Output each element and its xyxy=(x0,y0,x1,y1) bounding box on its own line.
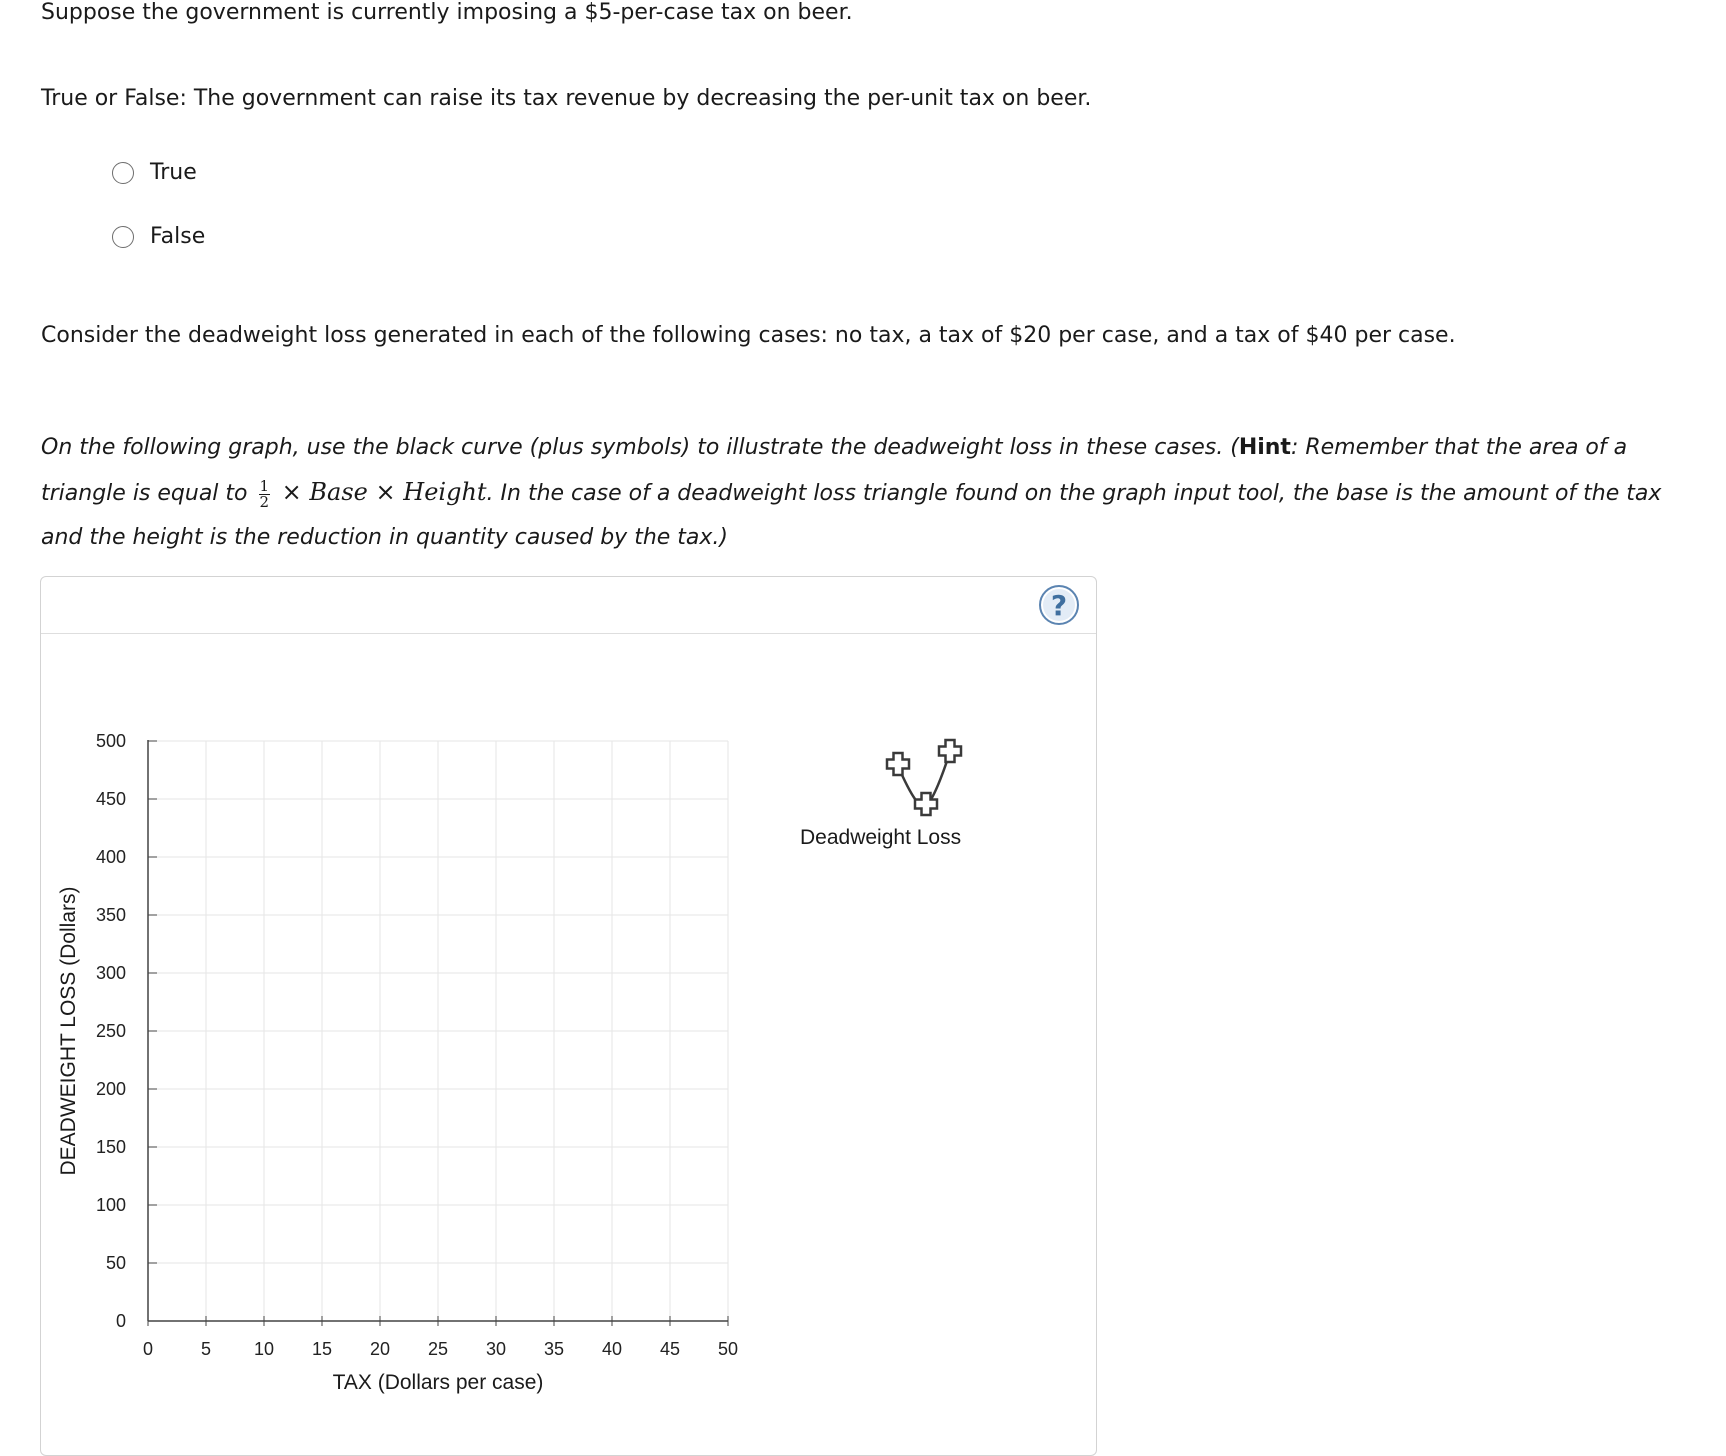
x-tick-label: 45 xyxy=(659,1339,681,1359)
option-false-label: False xyxy=(150,224,206,249)
times-sign: × xyxy=(274,478,310,506)
help-icon: ? xyxy=(1050,588,1068,622)
y-tick-label: 100 xyxy=(95,1195,126,1215)
y-tick-label: 200 xyxy=(95,1079,126,1099)
x-tick-label: 5 xyxy=(200,1339,212,1359)
x-tick-label: 0 xyxy=(142,1339,154,1359)
x-tick-label: 40 xyxy=(601,1339,623,1359)
x-tick-label: 10 xyxy=(253,1339,275,1359)
fraction-numerator: 1 xyxy=(259,476,270,495)
x-tick-label: 20 xyxy=(369,1339,391,1359)
y-tick-label: 250 xyxy=(95,1021,126,1041)
x-tick-label: 25 xyxy=(427,1339,449,1359)
height-var: Height xyxy=(403,478,487,506)
x-tick-label: 50 xyxy=(717,1339,739,1359)
x-axis-label: TAX (Dollars per case) xyxy=(332,1371,544,1394)
option-true-label: True xyxy=(150,160,197,185)
fraction-denominator: 2 xyxy=(259,492,270,511)
x-tick-label: 35 xyxy=(543,1339,565,1359)
plus-marker-icon[interactable] xyxy=(939,740,961,762)
y-tick-label: 400 xyxy=(95,847,126,867)
intro-text: Suppose the government is currently imposing a $5-per-case tax on beer. xyxy=(41,0,853,25)
y-tick-label: 500 xyxy=(95,731,126,751)
instructions-tail: . In the case of a deadweight loss triangle found on the graph input tool, the base is the amount of the tax and the height is the reduction in quantity caused by the tax.) xyxy=(41,481,1662,550)
y-tick-label: 150 xyxy=(95,1137,126,1157)
instructions-lead: On the following graph, use the black curve (plus symbols) to illustrate the deadweight loss in these cases. ( xyxy=(41,435,1239,460)
instructions-hint: : Remember that the area of a triangle is equal to xyxy=(41,435,1628,506)
y-axis-label: DEADWEIGHT LOSS (Dollars) xyxy=(57,886,80,1176)
plus-marker-icon[interactable] xyxy=(887,753,909,775)
y-tick-label: 50 xyxy=(105,1253,126,1273)
y-tick-label: 450 xyxy=(95,789,126,809)
y-tick-label: 0 xyxy=(115,1311,126,1331)
y-tick-label: 350 xyxy=(95,905,126,925)
legend-label: Deadweight Loss xyxy=(800,826,962,849)
y-tick-label: 300 xyxy=(95,963,126,983)
x-tick-label: 15 xyxy=(311,1339,333,1359)
x-tick-label: 30 xyxy=(485,1339,507,1359)
base-var: Base xyxy=(309,478,368,506)
consider-text: Consider the deadweight loss generated in each of the following cases: no tax, a tax of $20 per case, and a tax of $40 per case. xyxy=(41,323,1456,348)
hint-word: Hint xyxy=(1238,435,1291,460)
question-text: True or False: The government can raise its tax revenue by decreasing the per-unit tax on beer. xyxy=(41,86,1092,111)
times-sign: × xyxy=(367,478,404,506)
